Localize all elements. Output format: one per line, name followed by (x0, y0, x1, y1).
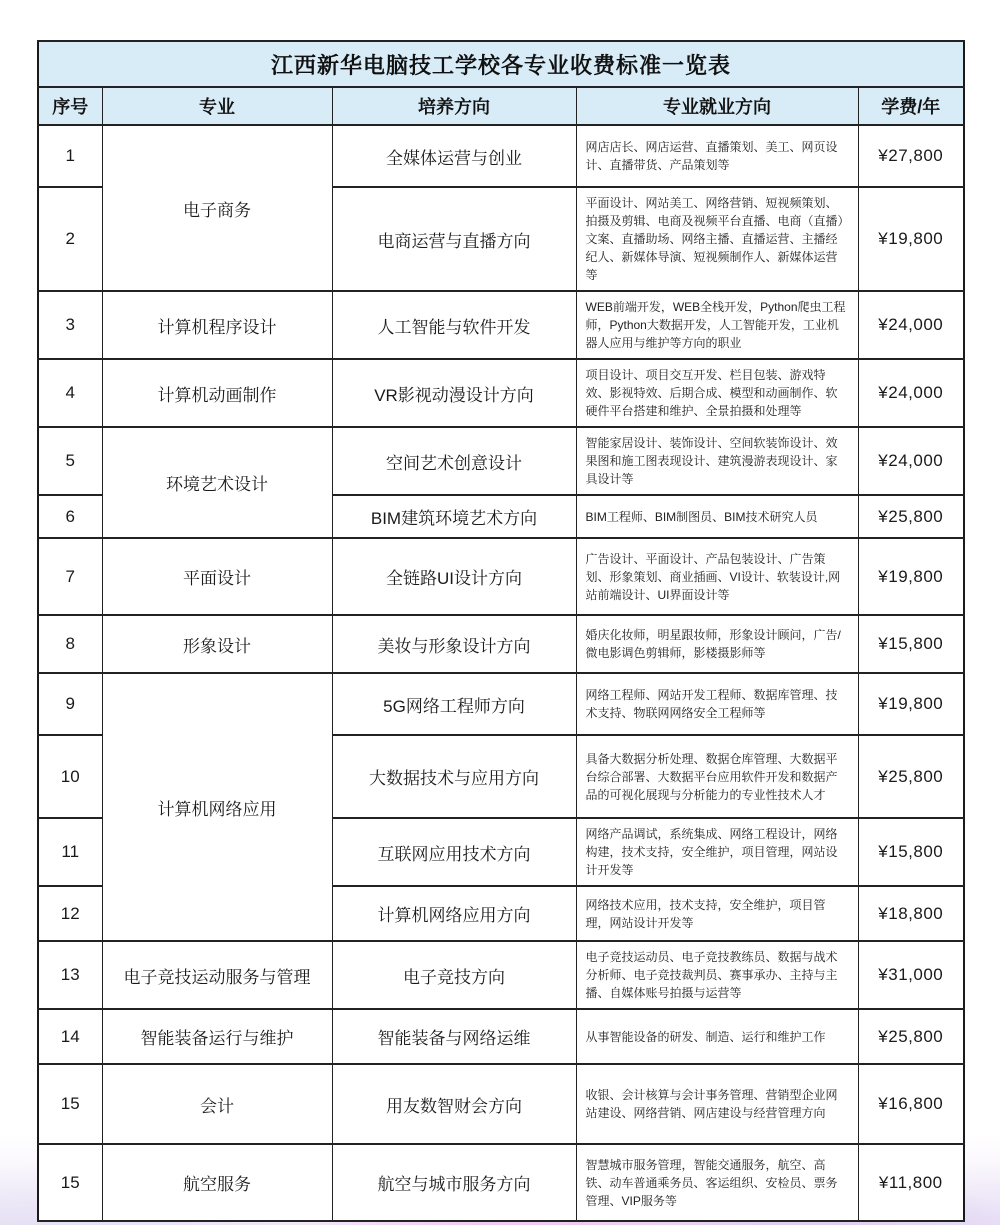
training-direction-cell: 空间艺术创意设计 (332, 427, 576, 495)
employment-direction-cell: 网络工程师、网站开发工程师、数据库管理、技术支持、物联网网络安全工程师等 (576, 673, 858, 735)
tuition-fee-cell: ¥24,000 (858, 427, 964, 495)
major-cell: 计算机网络应用 (102, 673, 332, 941)
major-cell: 计算机程序设计 (102, 291, 332, 359)
row-number-cell: 8 (38, 615, 102, 673)
tuition-fee-cell: ¥24,000 (858, 359, 964, 427)
employment-direction-cell: 网络产品调试，系统集成、网络工程设计，网络构建，技术支持，安全维护，项目管理，网站设计开发等 (576, 818, 858, 886)
training-direction-cell: 电子竞技方向 (332, 941, 576, 1009)
tuition-fee-cell: ¥15,800 (858, 615, 964, 673)
tuition-fee-cell: ¥31,000 (858, 941, 964, 1009)
employment-direction-cell: WEB前端开发，WEB全栈开发，Python爬虫工程师，Python大数据开发，人工智能开发，工业机器人应用与维护等方向的职业 (576, 291, 858, 359)
employment-direction-cell: 网店店长、网店运营、直播策划、美工、网页设计、直播带货、产品策划等 (576, 125, 858, 187)
training-direction-cell: 用友数智财会方向 (332, 1064, 576, 1144)
major-cell: 智能装备运行与维护 (102, 1009, 332, 1064)
row-number-cell: 15 (38, 1064, 102, 1144)
table-row (38, 125, 964, 187)
table-row (38, 673, 964, 735)
training-direction-cell: 全链路UI设计方向 (332, 538, 576, 615)
row-number-cell: 3 (38, 291, 102, 359)
row-number-cell: 11 (38, 818, 102, 886)
training-direction-cell: 全媒体运营与创业 (332, 125, 576, 187)
employment-direction-cell: 平面设计、网站美工、网络营销、短视频策划、拍摄及剪辑、电商及视频平台直播、电商（直播）文案、直播助场、网络主播、直播运营、主播经纪人、新媒体导演、短视频制作人、新媒体运营等 (576, 187, 858, 291)
employment-direction-cell: 智能家居设计、装饰设计、空间软装饰设计、效果图和施工图表现设计、建筑漫游表现设计、家具设计等 (576, 427, 858, 495)
tuition-fee-cell: ¥27,800 (858, 125, 964, 187)
major-cell: 会计 (102, 1064, 332, 1144)
tuition-fee-cell: ¥19,800 (858, 538, 964, 615)
employment-direction-cell: 广告设计、平面设计、产品包装设计、广告策划、形象策划、商业插画、VI设计、软装设计,网站前端设计、UI界面设计等 (576, 538, 858, 615)
table-row (38, 291, 964, 359)
tuition-fee-cell: ¥18,800 (858, 886, 964, 941)
tuition-fee-cell: ¥24,000 (858, 291, 964, 359)
employment-direction-cell: 婚庆化妆师，明星跟妆师，形象设计顾问，广告/微电影调色剪辑师，影楼摄影师等 (576, 615, 858, 673)
training-direction-cell: 智能装备与网络运维 (332, 1009, 576, 1064)
row-number-cell: 9 (38, 673, 102, 735)
training-direction-cell: 5G网络工程师方向 (332, 673, 576, 735)
employment-direction-cell: 智慧城市服务管理，智能交通服务，航空、高铁、动车普通乘务员、客运组织、安检员、票务管理、VIP服务等 (576, 1144, 858, 1221)
header-row (38, 87, 964, 125)
tuition-fee-cell: ¥19,800 (858, 673, 964, 735)
column-header-number: 序号 (38, 87, 102, 125)
row-number-cell: 2 (38, 187, 102, 291)
training-direction-cell: 航空与城市服务方向 (332, 1144, 576, 1221)
row-number-cell: 14 (38, 1009, 102, 1064)
major-cell: 计算机动画制作 (102, 359, 332, 427)
table-row (38, 427, 964, 495)
training-direction-cell: 大数据技术与应用方向 (332, 735, 576, 818)
row-number-cell: 10 (38, 735, 102, 818)
row-number-cell: 4 (38, 359, 102, 427)
major-cell: 形象设计 (102, 615, 332, 673)
table-title: 江西新华电脑技工学校各专业收费标准一览表 (38, 41, 964, 87)
training-direction-cell: BIM建筑环境艺术方向 (332, 495, 576, 538)
tuition-fee-cell: ¥16,800 (858, 1064, 964, 1144)
training-direction-cell: 计算机网络应用方向 (332, 886, 576, 941)
employment-direction-cell: BIM工程师、BIM制图员、BIM技术研究人员 (576, 495, 858, 538)
row-number-cell: 1 (38, 125, 102, 187)
tuition-fee-cell: ¥25,800 (858, 495, 964, 538)
title-row (38, 41, 964, 87)
row-number-cell: 12 (38, 886, 102, 941)
training-direction-cell: 人工智能与软件开发 (332, 291, 576, 359)
table-row (38, 1009, 964, 1064)
column-header-fee: 学费/年 (858, 87, 964, 125)
tuition-fee-cell: ¥15,800 (858, 818, 964, 886)
row-number-cell: 5 (38, 427, 102, 495)
tuition-fee-cell: ¥25,800 (858, 735, 964, 818)
tuition-fee-cell: ¥11,800 (858, 1144, 964, 1221)
tuition-fee-cell: ¥25,800 (858, 1009, 964, 1064)
employment-direction-cell: 电子竞技运动员、电子竞技教练员、数据与战术分析师、电子竞技裁判员、赛事承办、主持与主播、自媒体账号拍摄与运营等 (576, 941, 858, 1009)
major-cell: 环境艺术设计 (102, 427, 332, 538)
major-cell: 电子商务 (102, 125, 332, 291)
major-cell: 航空服务 (102, 1144, 332, 1221)
training-direction-cell: VR影视动漫设计方向 (332, 359, 576, 427)
row-number-cell: 7 (38, 538, 102, 615)
table-row (38, 1144, 964, 1221)
training-direction-cell: 美妆与形象设计方向 (332, 615, 576, 673)
employment-direction-cell: 项目设计、项目交互开发、栏目包装、游戏特效、影视特效、后期合成、模型和动画制作、软硬件平台搭建和维护、全景拍摄和处理等 (576, 359, 858, 427)
table-row (38, 359, 964, 427)
tuition-fee-table (37, 40, 965, 1222)
table-row (38, 1064, 964, 1144)
major-cell: 电子竞技运动服务与管理 (102, 941, 332, 1009)
employment-direction-cell: 具备大数据分析处理、数据仓库管理、大数据平台综合部署、大数据平台应用软件开发和数据产品的可视化展现与分析能力的专业性技术人才 (576, 735, 858, 818)
column-header-direction: 培养方向 (332, 87, 576, 125)
tuition-fee-cell: ¥19,800 (858, 187, 964, 291)
major-cell: 平面设计 (102, 538, 332, 615)
column-header-major: 专业 (102, 87, 332, 125)
table-body (38, 125, 964, 1221)
table-row (38, 538, 964, 615)
column-header-employment: 专业就业方向 (576, 87, 858, 125)
employment-direction-cell: 网络技术应用，技术支持，安全维护，项目管理，网站设计开发等 (576, 886, 858, 941)
row-number-cell: 15 (38, 1144, 102, 1221)
row-number-cell: 13 (38, 941, 102, 1009)
employment-direction-cell: 从事智能设备的研发、制造、运行和维护工作 (576, 1009, 858, 1064)
table-row (38, 615, 964, 673)
training-direction-cell: 电商运营与直播方向 (332, 187, 576, 291)
training-direction-cell: 互联网应用技术方向 (332, 818, 576, 886)
row-number-cell: 6 (38, 495, 102, 538)
table-row (38, 941, 964, 1009)
employment-direction-cell: 收银、会计核算与会计事务管理、营销型企业网站建设、网络营销、网店建设与经营管理方向 (576, 1064, 858, 1144)
